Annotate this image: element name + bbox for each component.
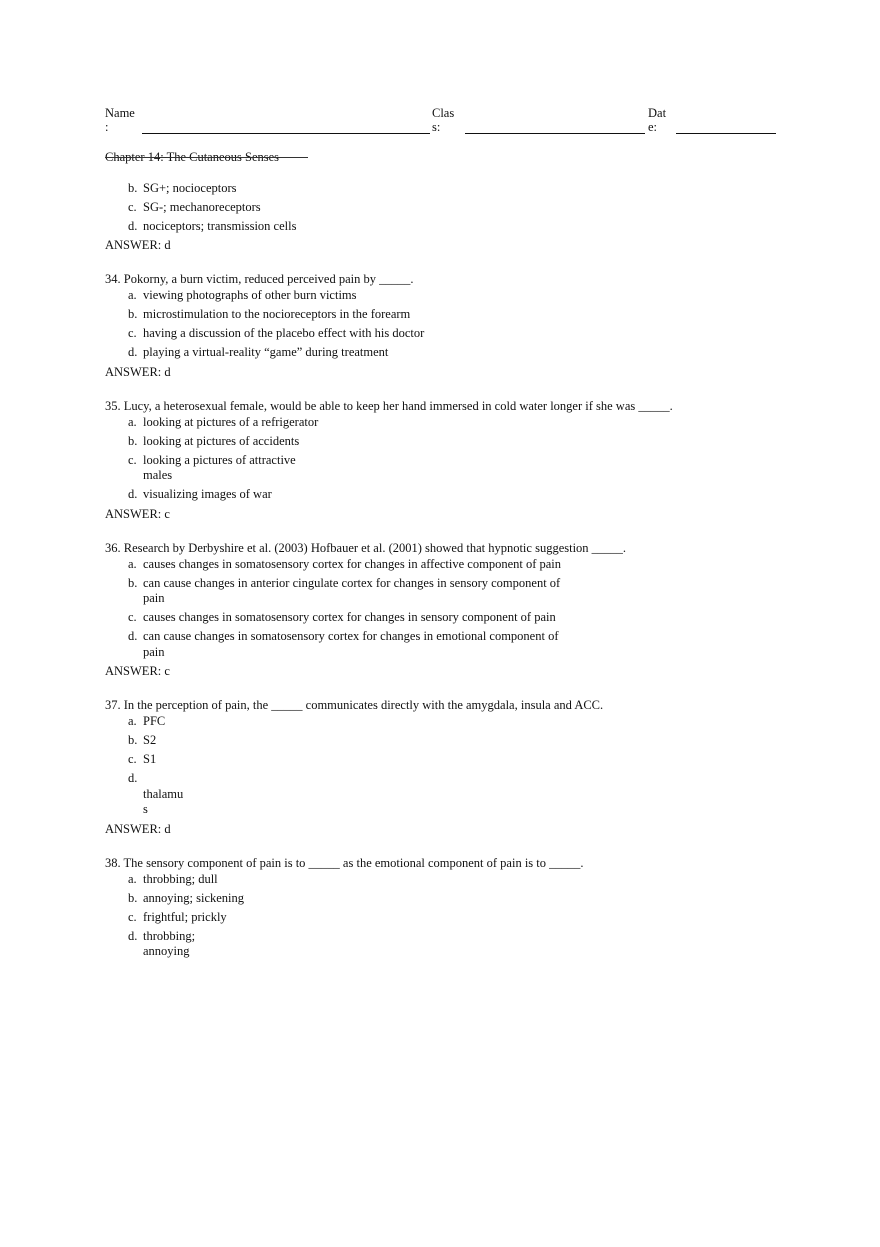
date-label: Dat e:: [648, 106, 667, 134]
option-c: c. looking a pictures of attractive males: [128, 452, 296, 482]
question-stem: 35. Lucy, a heterosexual female, would be able to keep her hand immersed in cold water longer if she was _____.: [105, 398, 673, 413]
question-37: [105, 697, 785, 837]
name-label: Name :: [105, 106, 135, 134]
option-d: d. thalamu s: [128, 771, 184, 816]
option-d: d. playing a virtual-reality “game” during treatment: [128, 345, 389, 359]
document-page: [105, 0, 785, 1247]
option-a: a. causes changes in somatosensory cortex for changes in affective component of pain: [128, 556, 562, 571]
option-b: b. SG+; nocioceptors: [128, 180, 237, 195]
date-blank-line: [676, 133, 776, 134]
option-b: b. looking at pictures of accidents: [128, 433, 300, 448]
question-38: [105, 855, 785, 960]
question-34: [105, 271, 785, 380]
answer-line: ANSWER: d: [105, 238, 171, 252]
option-a: a. PFC: [128, 714, 166, 728]
option-d: d. throbbing; annoying: [128, 928, 196, 958]
header-fields: [105, 106, 785, 136]
option-a: a. throbbing; dull: [128, 871, 218, 886]
question-stem: 36. Research by Derbyshire et al. (2003) Hofbauer et al. (2001) showed that hypnotic suggestion _____.: [105, 540, 627, 555]
answer-line: ANSWER: c: [105, 664, 170, 678]
option-c: c. SG-; mechanoreceptors: [128, 199, 261, 214]
class-blank-line: [465, 133, 645, 134]
option-d: d. nociceptors; transmission cells: [128, 218, 297, 233]
option-c: c. having a discussion of the placebo effect with his doctor: [128, 326, 425, 340]
question-continuation: [105, 181, 785, 254]
option-d: d. visualizing images of war: [128, 487, 272, 501]
question-list: [105, 177, 785, 960]
option-b: b. annoying; sickening: [128, 890, 245, 905]
question-36: [105, 540, 785, 680]
question-stem: 38. The sensory component of pain is to _____ as the emotional component of pain is to _____.: [105, 855, 584, 870]
chapter-title: Chapter 14: The Cutaneous Senses: [105, 150, 280, 164]
option-b: b. can cause changes in anterior cingulate cortex for changes in sensory component of pain: [128, 575, 561, 605]
answer-line: ANSWER: c: [105, 506, 170, 521]
answer-line: ANSWER: d: [105, 364, 171, 379]
option-b: b. microstimulation to the nocioreceptors in the forearm: [128, 307, 411, 321]
question-35: [105, 398, 785, 522]
answer-line: ANSWER: d: [105, 821, 171, 836]
question-stem: 37. In the perception of pain, the _____ communicates directly with the amygdala, insula and ACC.: [105, 698, 604, 712]
option-c: c. causes changes in somatosensory cortex for changes in sensory component of pain: [128, 610, 556, 624]
option-a: a. viewing photographs of other burn victims: [128, 288, 357, 302]
option-a: a. looking at pictures of a refrigerator: [128, 414, 319, 429]
class-label: Clas s:: [432, 106, 455, 134]
option-c: c. frightful; prickly: [128, 909, 227, 924]
option-d: d. can cause changes in somatosensory cortex for changes in emotional component of pain: [128, 629, 559, 659]
name-blank-line: [142, 133, 430, 134]
option-c: c. S1: [128, 752, 157, 766]
option-b: b. S2: [128, 733, 157, 747]
chapter-strike-line: [105, 157, 308, 158]
question-stem: 34. Pokorny, a burn victim, reduced perceived pain by _____.: [105, 272, 414, 286]
